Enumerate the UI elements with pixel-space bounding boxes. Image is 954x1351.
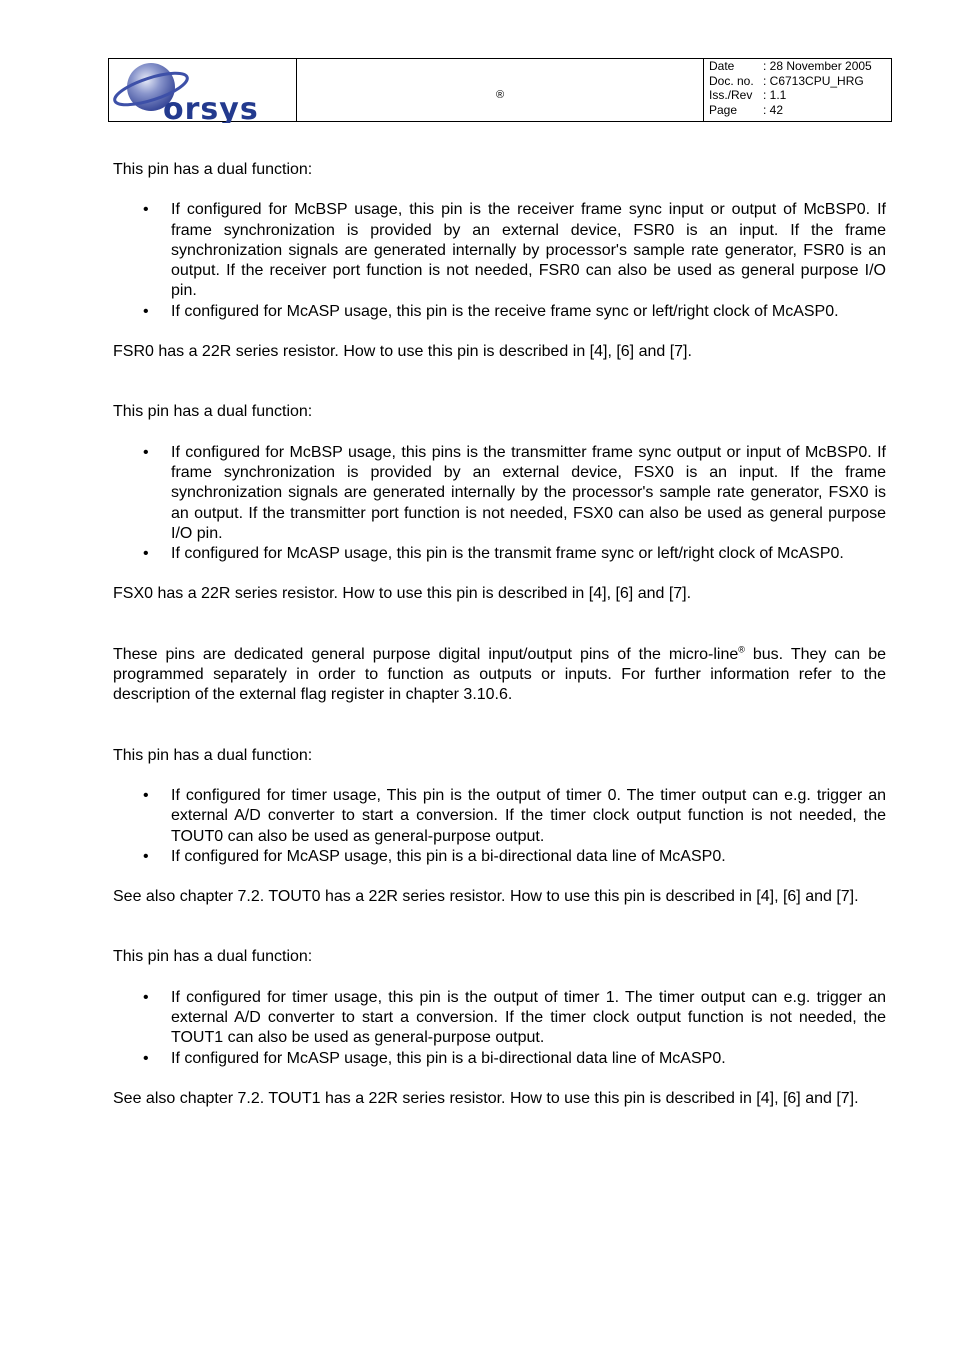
tout1-note: See also chapter 7.2. TOUT1 has a 22R series resistor. How to use this pin is described in [4], [6] and [7]. [113, 1089, 859, 1107]
fsx0-note: FSX0 has a 22R series resistor. How to use this pin is described in [4], [6] and [7]. [113, 585, 692, 603]
registered-sup: ® [738, 644, 745, 655]
bullet-icon: • [143, 302, 149, 320]
fsr0-note: FSR0 has a 22R series resistor. How to use this pin is described in [4], [6] and [7]. [113, 343, 692, 361]
list-item-text: If configured for McASP usage, this pin is the receive frame sync or left/right clock of McASP0. [171, 302, 839, 320]
info-value: : 28 November 2005 [763, 59, 872, 73]
bullet-icon: • [143, 1049, 149, 1067]
tout1-bullet-list [113, 988, 886, 1069]
fsr0-bullet-list [113, 200, 886, 322]
info-value: : 1.1 [763, 88, 787, 102]
list-item [113, 200, 886, 301]
list-item [113, 443, 886, 544]
tout1-intro: This pin has a dual function: [113, 948, 313, 966]
list-item [113, 1049, 886, 1069]
bullet-icon: • [143, 201, 149, 219]
bullet-icon: • [143, 545, 149, 563]
page-body [113, 160, 886, 1109]
list-item [113, 988, 886, 1049]
tout0-bullet-list [113, 786, 886, 867]
bullet-icon: • [143, 988, 149, 1006]
list-item-text: If configured for McASP usage, this pin is the transmit frame sync or left/right clock of McASP0. [171, 545, 844, 563]
info-key: Iss./Rev [709, 88, 753, 102]
gpio-text-before: These pins are dedicated general purpose digital input/output pins of the micro-line [113, 645, 739, 663]
info-value: : C6713CPU_HRG [763, 73, 864, 88]
orsys-logo [109, 59, 297, 121]
info-doc-no [709, 74, 891, 89]
list-item [113, 847, 886, 867]
page-header [108, 58, 892, 122]
bullet-icon: • [143, 443, 149, 461]
info-date [709, 59, 891, 74]
list-item [113, 544, 886, 564]
gpio-text-after: bus. They can be programmed separately in order to function as outputs or inputs. For further information refer to the description of the external flag register in chapter 3.10.6. [113, 645, 887, 704]
bullet-icon: • [143, 847, 149, 865]
info-key: Date [709, 59, 735, 73]
gpio-paragraph [113, 645, 886, 706]
header-middle [297, 59, 704, 121]
tout0-intro: This pin has a dual function: [113, 746, 313, 764]
bullet-icon: • [143, 786, 149, 804]
info-iss-rev [709, 88, 891, 103]
list-item-text: If configured for timer usage, this pin is the output of timer 1. The timer output can e.g. trigger an external A/D converter to start a conversion. If the timer clock output function is not needed, the TOUT1 can also be used as general-purpose output. [171, 988, 886, 1047]
logo-wordmark: orsys [163, 92, 259, 123]
list-item [113, 302, 886, 322]
list-item-text: If configured for McBSP usage, this pins is the transmitter frame sync output or input of McBSP0. If frame synchronization is provided by an external device, FSX0 is an input. If the frame synchronization signals are generated internally by the processor's sample rate generator, FSX0 is an output. If the transmitter port function is not needed, FSX0 can also be used as general purpose I/O pin. [171, 443, 886, 542]
fsr0-intro: This pin has a dual function: [113, 161, 313, 178]
list-item [113, 786, 886, 847]
info-key: Page [709, 102, 738, 117]
info-page [709, 103, 891, 118]
list-item-text: If configured for McASP usage, this pin is a bi-directional data line of McASP0. [171, 1049, 726, 1067]
info-value: : 42 [763, 102, 784, 117]
list-item-text: If configured for timer usage, This pin is the output of timer 0. The timer output can e.g. trigger an external A/D converter to start a conversion. If the timer clock output function is not needed, the TOUT0 can also be used as general-purpose output. [171, 786, 886, 845]
list-item-text: If configured for McASP usage, this pin is a bi-directional data line of McASP0. [171, 847, 726, 865]
fsx0-bullet-list [113, 443, 886, 565]
tout0-note: See also chapter 7.2. TOUT0 has a 22R series resistor. How to use this pin is described in [4], [6] and [7]. [113, 888, 859, 906]
doc-info [704, 59, 891, 121]
info-key: Doc. no. [709, 73, 754, 88]
registered-mark: ® [495, 89, 505, 101]
fsx0-intro: This pin has a dual function: [113, 403, 313, 421]
list-item-text: If configured for McBSP usage, this pin is the receiver frame sync input or output of McBSP0. If frame synchronization is provided by an external device, FSR0 is an input. If the frame synchronization signals are generated internally by processor's sample rate generator, FSR0 is an output. If the receiver port function is not needed, FSR0 can also be used as general purpose I/O pin. [171, 201, 886, 300]
